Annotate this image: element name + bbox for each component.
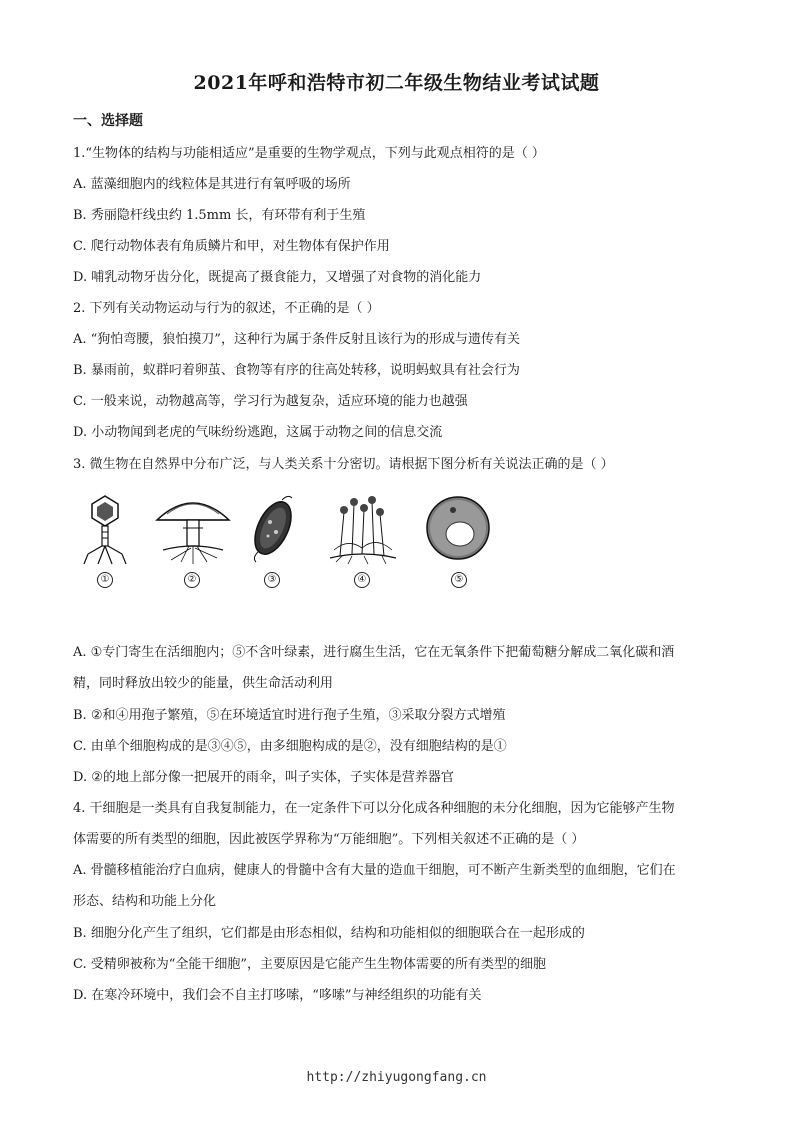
bacterium-image bbox=[248, 492, 298, 567]
question-3-option-b: B. ②和④用孢子繁殖，⑤在环境适宜时进行孢子生殖，③采取分裂方式增殖 bbox=[73, 708, 506, 723]
question-4-option-c: C. 受精卵被称为“全能干细胞”，主要原因是它能产生生物体需要的所有类型的细胞 bbox=[73, 957, 547, 972]
figure-label-4: ④ bbox=[354, 572, 370, 588]
figure-label-1: ① bbox=[97, 572, 113, 588]
question-4-option-a-cont: 形态、结构和功能上分化 bbox=[73, 894, 217, 909]
microorganism-figure bbox=[78, 492, 498, 592]
question-3-stem: 3. 微生物在自然界中分布广泛，与人类关系十分密切。请根据下图分析有关说法正确的是（ ） bbox=[73, 457, 614, 472]
question-2-option-b: B. 暴雨前，蚁群叼着卵茧、食物等有序的往高处转移，说明蚂蚁具有社会行为 bbox=[73, 363, 520, 378]
question-1-option-d: D. 哺乳动物牙齿分化，既提高了摄食能力，又增强了对食物的消化能力 bbox=[73, 270, 482, 285]
question-2-option-a: A. “狗怕弯腰，狼怕摸刀”，这种行为属于条件反射且该行为的形成与遗传有关 bbox=[73, 332, 520, 347]
figure-label-2: ② bbox=[184, 572, 200, 588]
mushroom-image bbox=[153, 492, 233, 567]
question-1-option-a: A. 蓝藻细胞内的线粒体是其进行有氧呼吸的场所 bbox=[73, 177, 351, 192]
figure-label-5: ⑤ bbox=[451, 572, 467, 588]
exam-title: 2021年呼和浩特市初二年级生物结业考试试题 bbox=[193, 72, 600, 94]
footer-url[interactable]: http://zhiyugongfang.cn bbox=[306, 1070, 487, 1085]
question-3-option-a: A. ①专门寄生在活细胞内；⑤不含叶绿素，进行腐生生活，它在无氧条件下把葡萄糖分解成二氧化碳和酒 bbox=[73, 645, 675, 660]
question-4-option-d: D. 在寒冷环境中，我们会不自主打哆嗦，“哆嗦”与神经组织的功能有关 bbox=[73, 988, 482, 1003]
question-3-option-a-cont: 精，同时释放出较少的能量，供生命活动利用 bbox=[73, 676, 334, 691]
question-1-stem: 1.“生物体的结构与功能相适应”是重要的生物学观点，下列与此观点相符的是（ ） bbox=[73, 146, 545, 161]
question-4-option-a: A. 骨髓移植能治疗白血病，健康人的骨髓中含有大量的造血干细胞，可不断产生新类型的血细胞，它们在 bbox=[73, 863, 676, 878]
question-3-option-c: C. 由单个细胞构成的是③④⑤，由多细胞构成的是②，没有细胞结构的是① bbox=[73, 739, 507, 754]
question-1-option-b: B. 秀丽隐杆线虫约 1.5mm 长，有环带有利于生殖 bbox=[73, 208, 366, 223]
bacteriophage-image bbox=[80, 492, 130, 567]
question-1-option-c: C. 爬行动物体表有角质鳞片和甲，对生物体有保护作用 bbox=[73, 239, 390, 254]
mold-image bbox=[328, 492, 398, 567]
question-2-option-c: C. 一般来说，动物越高等，学习行为越复杂，适应环境的能力也越强 bbox=[73, 394, 468, 409]
figure-label-3: ③ bbox=[264, 572, 280, 588]
yeast-image bbox=[423, 492, 493, 567]
question-2-option-d: D. 小动物闻到老虎的气味纷纷逃跑，这属于动物之间的信息交流 bbox=[73, 425, 443, 440]
question-4-stem-line-2: 体需要的所有类型的细胞，因此被医学界称为“万能细胞”。下列相关叙述不正确的是（ ） bbox=[73, 832, 585, 847]
section-heading: 一、选择题 bbox=[73, 113, 143, 129]
question-4-stem-line-1: 4. 干细胞是一类具有自我复制能力，在一定条件下可以分化成各种细胞的未分化细胞，因为它能够产生物 bbox=[73, 801, 675, 816]
question-2-stem: 2. 下列有关动物运动与行为的叙述，不正确的是（ ） bbox=[73, 301, 380, 316]
question-3-option-d: D. ②的地上部分像一把展开的雨伞，叫子实体，子实体是营养器官 bbox=[73, 770, 454, 785]
question-4-option-b: B. 细胞分化产生了组织，它们都是由形态相似，结构和功能相似的细胞联合在一起形成的 bbox=[73, 926, 585, 941]
